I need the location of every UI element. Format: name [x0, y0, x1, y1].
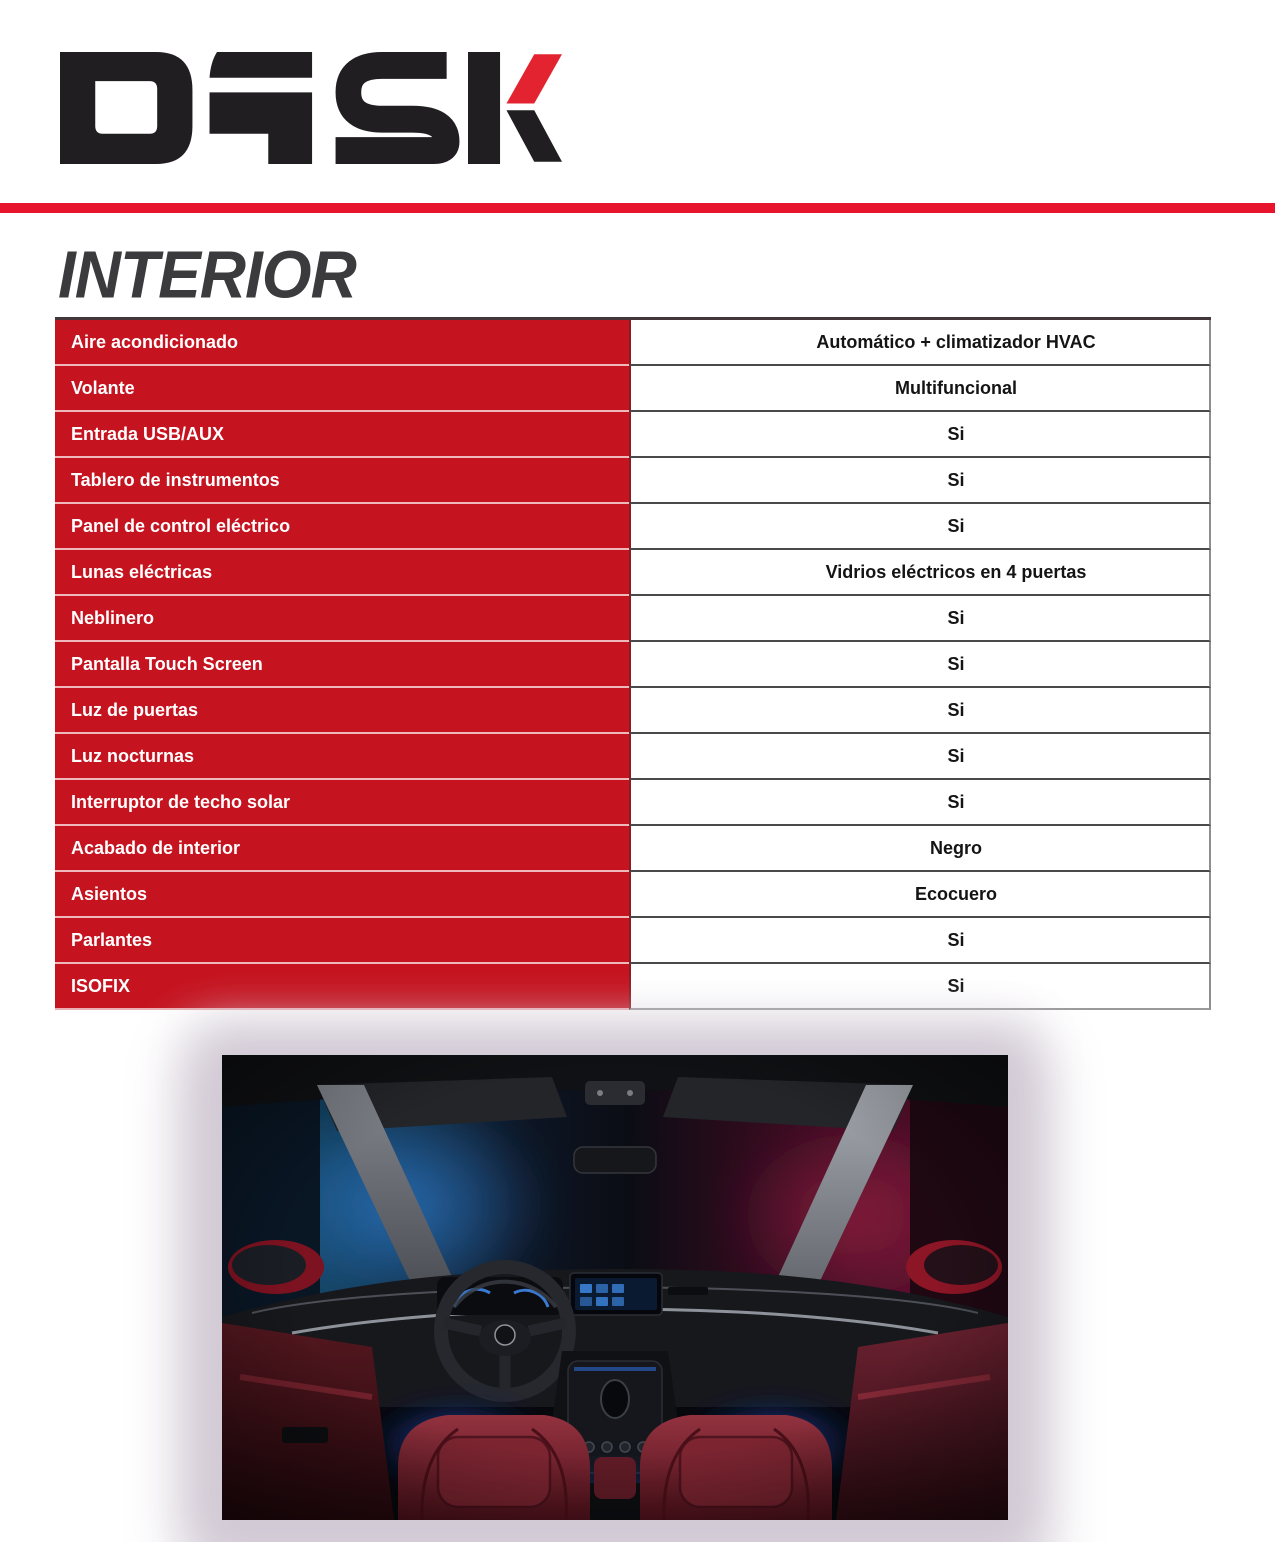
feature-label: Pantalla Touch Screen: [55, 642, 629, 688]
feature-value: Vidrios eléctricos en 4 puertas: [629, 550, 1211, 596]
dfsk-logo: [60, 52, 562, 164]
car-interior-photo: [222, 1055, 1008, 1520]
feature-value: Si: [629, 504, 1211, 550]
accent-rule: [0, 203, 1275, 213]
table-row: [55, 550, 1211, 596]
feature-value: Si: [629, 688, 1211, 734]
feature-value: Negro: [629, 826, 1211, 872]
table-row: [55, 734, 1211, 780]
car-interior-illustration: [222, 1055, 1008, 1520]
table-row: [55, 688, 1211, 734]
feature-label: Luz nocturnas: [55, 734, 629, 780]
feature-label: Panel de control eléctrico: [55, 504, 629, 550]
table-row: [55, 320, 1211, 366]
feature-label: Aire acondicionado: [55, 320, 629, 366]
table-row: [55, 918, 1211, 964]
table-row: [55, 458, 1211, 504]
feature-label: Lunas eléctricas: [55, 550, 629, 596]
feature-value: Multifuncional: [629, 366, 1211, 412]
table-row: [55, 642, 1211, 688]
table-row: [55, 872, 1211, 918]
feature-label: Interruptor de techo solar: [55, 780, 629, 826]
feature-label: Asientos: [55, 872, 629, 918]
table-row: [55, 366, 1211, 412]
feature-label: Tablero de instrumentos: [55, 458, 629, 504]
interior-table: [55, 317, 1211, 1010]
feature-value: Si: [629, 734, 1211, 780]
feature-value: Automático + climatizador HVAC: [629, 320, 1211, 366]
feature-label: Parlantes: [55, 918, 629, 964]
feature-label: Luz de puertas: [55, 688, 629, 734]
table-row: [55, 504, 1211, 550]
table-row: [55, 412, 1211, 458]
feature-value: Si: [629, 412, 1211, 458]
feature-label: ISOFIX: [55, 964, 629, 1010]
feature-label: Neblinero: [55, 596, 629, 642]
feature-value: Si: [629, 780, 1211, 826]
feature-label: Volante: [55, 366, 629, 412]
feature-value: Si: [629, 964, 1211, 1010]
feature-label: Acabado de interior: [55, 826, 629, 872]
page-title: INTERIOR: [58, 237, 356, 312]
feature-value: Ecocuero: [629, 872, 1211, 918]
feature-value: Si: [629, 642, 1211, 688]
table-row: [55, 826, 1211, 872]
feature-value: Si: [629, 596, 1211, 642]
feature-label: Entrada USB/AUX: [55, 412, 629, 458]
table-row: [55, 780, 1211, 826]
table-row: [55, 596, 1211, 642]
table-row: [55, 964, 1211, 1010]
feature-value: Si: [629, 918, 1211, 964]
feature-value: Si: [629, 458, 1211, 504]
